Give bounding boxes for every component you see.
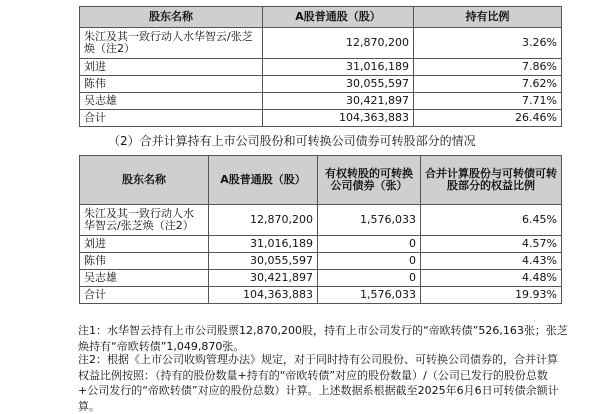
cell-shares: 12,870,200 bbox=[263, 28, 414, 59]
cell-name: 刘进 bbox=[80, 236, 209, 253]
cell-ratio: 4.48% bbox=[421, 270, 562, 287]
cell-ratio: 7.86% bbox=[414, 59, 562, 76]
cell-name: 朱江及其一致行动人水华智云/张芝焕（注2） bbox=[80, 205, 209, 236]
cell-ratio: 7.71% bbox=[414, 93, 562, 110]
table-row bbox=[80, 270, 562, 287]
cell-shares: 30,421,897 bbox=[263, 93, 414, 110]
table-row bbox=[80, 76, 562, 93]
cell-ratio: 4.43% bbox=[421, 253, 562, 270]
table-row bbox=[80, 253, 562, 270]
table-header-row bbox=[80, 7, 562, 28]
cell-shares: 30,055,597 bbox=[209, 253, 318, 270]
cell-name: 吴志雄 bbox=[80, 270, 209, 287]
table-row bbox=[80, 205, 562, 236]
note-1: 注1：水华智云持有上市公司股票12,870,200股，持有上市公司发行的“帝欧转债”526,163张；张芝焕持有“帝欧转债”1,049,870张。 bbox=[78, 324, 568, 353]
table-total-row bbox=[80, 287, 562, 304]
table-row bbox=[80, 236, 562, 253]
shareholding-table bbox=[79, 6, 562, 127]
header-holding-ratio: 持有比例 bbox=[414, 7, 562, 28]
table-row bbox=[80, 28, 562, 59]
note-2: 注2：根据《上市公司收购管理办法》规定，对于同时持有公司股份、可转换公司债券的，合并计算权益比例按照：（持有的股份数量+持有的“帝欧转债”对应的股份数量）/（公司已发行的股份总数+公司发行的“帝欧转债”对应的股份总数）计算。上述数据系根据截至2025年6月6日可转债余额计算。 bbox=[78, 353, 559, 413]
table-total-row bbox=[80, 110, 562, 127]
cell-bonds: 0 bbox=[318, 236, 421, 253]
cell-shares: 31,016,189 bbox=[263, 59, 414, 76]
header-a-shares: A股普通股（股） bbox=[263, 7, 414, 28]
combined-equity-table bbox=[79, 155, 562, 304]
cell-ratio: 19.93% bbox=[421, 287, 562, 304]
cell-name: 朱江及其一致行动人水华智云/张芝焕（注2） bbox=[80, 28, 263, 59]
cell-name: 刘进 bbox=[80, 59, 263, 76]
header-convertible-bonds: 有权转股的可转换公司债券（张） bbox=[318, 156, 421, 205]
cell-shares: 104,363,883 bbox=[209, 287, 318, 304]
table-row bbox=[80, 93, 562, 110]
header-shareholder-name: 股东名称 bbox=[80, 156, 209, 205]
cell-name: 合计 bbox=[80, 110, 263, 127]
cell-shares: 12,870,200 bbox=[209, 205, 318, 236]
cell-name: 吴志雄 bbox=[80, 93, 263, 110]
cell-shares: 30,055,597 bbox=[263, 76, 414, 93]
cell-bonds: 1,576,033 bbox=[318, 287, 421, 304]
cell-ratio: 7.62% bbox=[414, 76, 562, 93]
cell-name: 陈伟 bbox=[80, 253, 209, 270]
cell-ratio: 6.45% bbox=[421, 205, 562, 236]
section-caption: （2）合并计算持有上市公司股份和可转换公司债券可转股部分的情况 bbox=[108, 134, 476, 148]
cell-bonds: 0 bbox=[318, 253, 421, 270]
header-shareholder-name: 股东名称 bbox=[80, 7, 263, 28]
header-a-shares: A股普通股（股） bbox=[209, 156, 318, 205]
cell-ratio: 4.57% bbox=[421, 236, 562, 253]
header-combined-ratio: 合并计算股份与可转债可转股部分的权益比例 bbox=[421, 156, 562, 205]
cell-shares: 104,363,883 bbox=[263, 110, 414, 127]
cell-name: 合计 bbox=[80, 287, 209, 304]
cell-bonds: 0 bbox=[318, 270, 421, 287]
cell-ratio: 3.26% bbox=[414, 28, 562, 59]
table-header-row bbox=[80, 156, 562, 205]
cell-shares: 31,016,189 bbox=[209, 236, 318, 253]
cell-bonds: 1,576,033 bbox=[318, 205, 421, 236]
cell-shares: 30,421,897 bbox=[209, 270, 318, 287]
cell-ratio: 26.46% bbox=[414, 110, 562, 127]
cell-name: 陈伟 bbox=[80, 76, 263, 93]
table-row bbox=[80, 59, 562, 76]
